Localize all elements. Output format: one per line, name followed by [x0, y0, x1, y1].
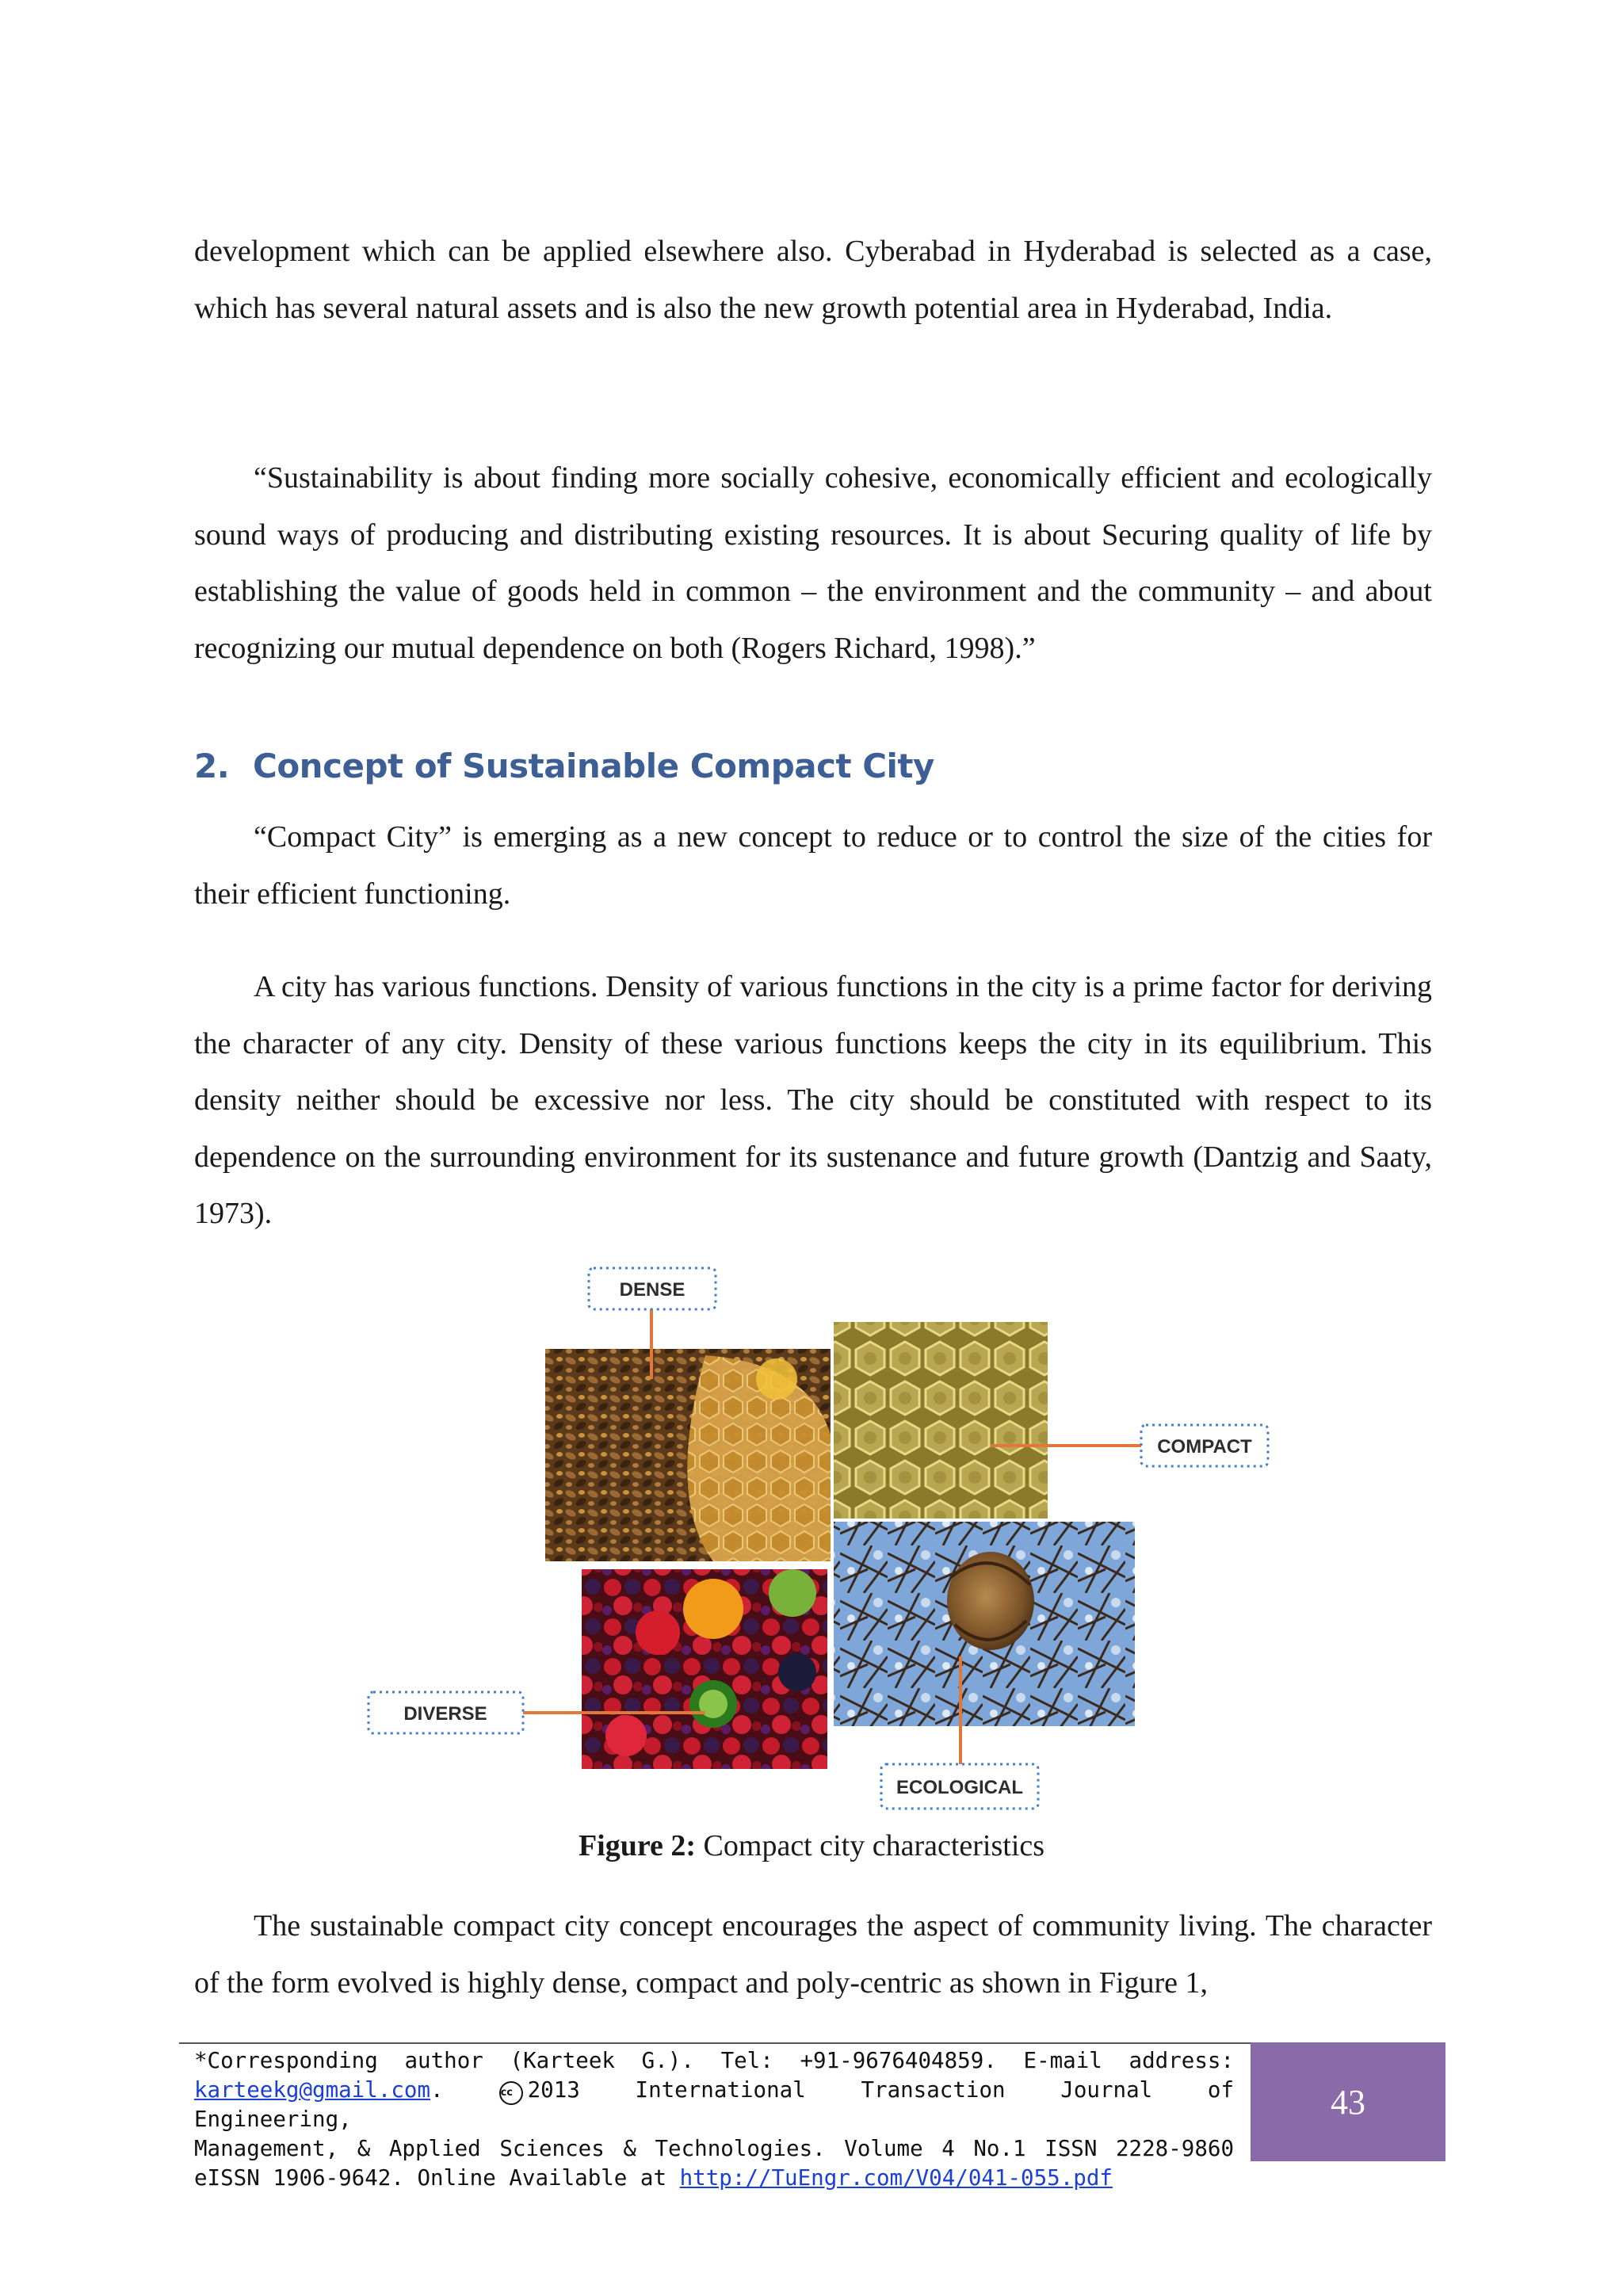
figure-caption — [0, 1828, 1623, 1863]
honeycomb-photo — [834, 1322, 1048, 1519]
svg-text:ECOLOGICAL: ECOLOGICAL — [896, 1777, 1023, 1798]
label-diverse — [369, 1692, 523, 1733]
footer-line-online — [194, 2164, 1234, 2193]
paragraph-sustainability-quote: “Sustainability is about finding more socially cohesive, economically efficient and ecologically sound ways of producing and distributing existing resources. It is about Securing quality of life by establishing the value of goods held in common – the environment and the community – and about recognizing our mutual dependence on both (Rogers Richard, 1998).” — [194, 461, 1432, 665]
section-heading — [194, 747, 934, 785]
footer-line-email: karteekg@gmail.com. cc 2013 International Transaction Journal of Engineering, — [194, 2077, 1234, 2132]
figure-compact-city-characteristics — [365, 1260, 1276, 1815]
footer-line-journal: Management, & Applied Sciences & Technologies. Volume 4 No.1 ISSN 2228-9860 — [194, 2136, 1234, 2161]
label-dense — [589, 1268, 716, 1309]
label-ecological — [881, 1764, 1038, 1809]
svg-text:DIVERSE: DIVERSE — [403, 1703, 487, 1725]
label-compact — [1141, 1425, 1268, 1466]
footer-notes — [194, 2046, 1234, 2193]
nest-photo — [834, 1522, 1135, 1726]
creative-commons-icon: cc — [499, 2081, 523, 2105]
paragraph-intro-continued: development which can be applied elsewhere also. Cyberabad in Hyderabad is selected as a case, which has several natural assets and is also the new growth potential area in Hyderabad, India. — [194, 235, 1432, 325]
paragraph-compact-city: “Compact City” is emerging as a new concept to reduce or to control the size of the cities for their efficient functioning. — [194, 820, 1432, 911]
figure-caption-label: Figure 2: — [578, 1829, 697, 1862]
svg-text:DENSE: DENSE — [619, 1279, 685, 1301]
section-title: Concept of Sustainable Compact City — [253, 747, 934, 785]
figure-caption-text: Compact city characteristics — [696, 1829, 1045, 1862]
section-number: 2. — [194, 747, 230, 785]
fruit-photo — [582, 1569, 827, 1769]
paragraph-city-functions: A city has various functions. Density of various functions in the city is a prime factor for deriving the character of any city. Density of these various functions keeps the city in its equilibrium. This density neither should be excessive nor less. The city should be constituted with respect to its dependence on the surrounding environment for its sustenance and future growth (Dantzig and Saaty, 1973). — [194, 970, 1432, 1230]
svg-text:COMPACT: COMPACT — [1157, 1436, 1252, 1457]
email-link[interactable]: karteekg@gmail.com — [194, 2077, 431, 2103]
paragraph-community-living: The sustainable compact city concept encourages the aspect of community living. The character of the form evolved is highly dense, compact and poly-centric as shown in Figure 1, — [194, 1909, 1432, 2000]
footer-online-prefix: eISSN 1906-9642. Online Available at — [194, 2165, 680, 2191]
page-number: 43 — [1251, 2042, 1445, 2161]
footer-copyright: 2013 International Transaction Journal of Engineering, — [194, 2077, 1234, 2132]
paper-url-link[interactable]: http://TuEngr.com/V04/041-055.pdf — [679, 2165, 1113, 2191]
footer-line-author: *Corresponding author (Karteek G.). Tel: +91-9676404859. E-mail address: — [194, 2048, 1234, 2073]
bees-photo — [545, 1349, 831, 1561]
